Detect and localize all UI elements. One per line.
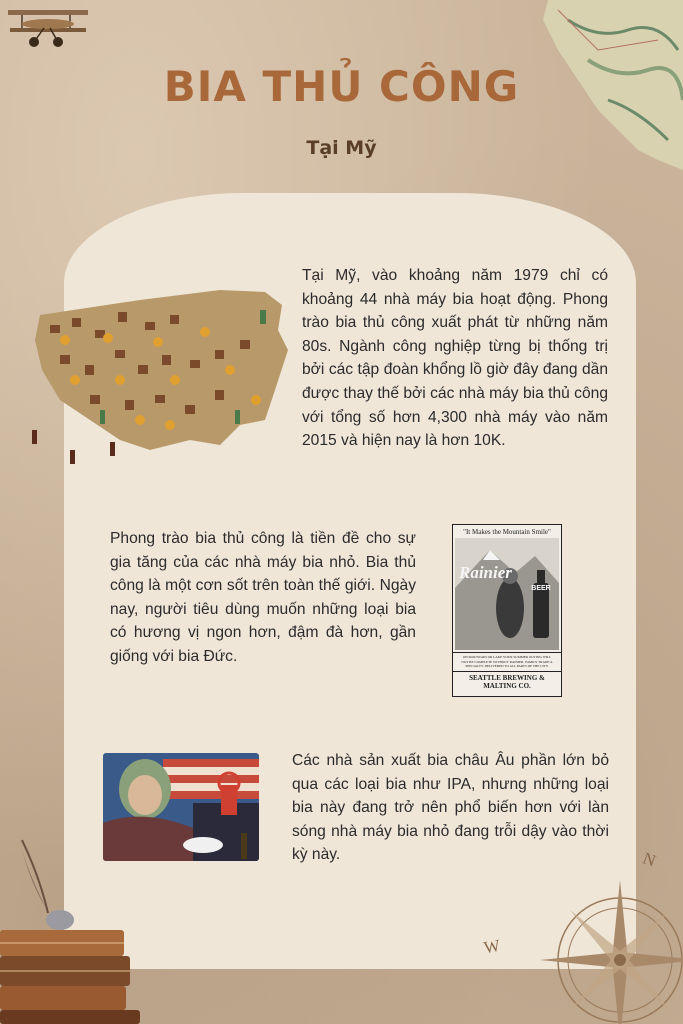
section-1-text: Tại Mỹ, vào khoảng năm 1979 chỉ có khoảng 44 nhà máy bia hoạt động. Phong trào bia thủ công xuất phát từ những năm 80s. Ngành công nghiệp từng bị thống trị bởi các tập đoàn khổng lồ giờ đây đang dần được thay thế bởi các nhà máy bia thủ công với tổng số hơn 4,300 nhà máy vào năm 2015 và hiện nay là hơn 10K.: [302, 267, 608, 450]
compass-north-label: N: [640, 848, 659, 871]
rainier-beer-poster: [452, 524, 562, 697]
poster-tagline: "It Makes the Mountain Smile": [463, 528, 551, 536]
section-3-text: Các nhà sản xuất bia châu Âu phần lớn bỏ qua các loại bia như IPA, nhưng những loại bia này đang trở nên phổ biến hơn với làn sóng nhà máy bia nhỏ đang trỗi dậy vào thời kỳ này.: [292, 752, 609, 864]
poster-illustration: [455, 538, 559, 650]
usa-beer-map-image: [20, 270, 292, 475]
section-2-text: Phong trào bia thủ công là tiền đề cho sự gia tăng của các nhà máy bia nhỏ. Bia thủ công là một cơn sốt trên toàn thế giới. Ngày nay, người tiêu dùng muốn những loại bia có hương vị ngon hơn, đậm đà hơn, gần giống với bia Đức.: [110, 530, 416, 665]
compass-rose-icon: [470, 850, 683, 1024]
compass-west-label: W: [482, 935, 502, 958]
biplane-icon: [0, 0, 95, 55]
poster-bottle-label: BEER: [531, 585, 551, 592]
books-quill-icon: [0, 838, 145, 1024]
poster-footer: SEATTLE BREWING & MALTING CO.: [469, 673, 545, 690]
poster-brand: Rainier: [459, 563, 512, 582]
page-title: BIA THỦ CÔNG: [163, 62, 520, 111]
page-subtitle: Tại Mỹ: [306, 137, 377, 159]
poster-fine-print: ON MOUNTAIN OR LAKE YOUR SUMMER OUTING WILL NOT BE COMPLETE WITHOUT RAINIER. FAMILY TRADE A SPECIALTY. DELIVERED TO ALL PARTS OF THE CITY.: [453, 652, 561, 672]
